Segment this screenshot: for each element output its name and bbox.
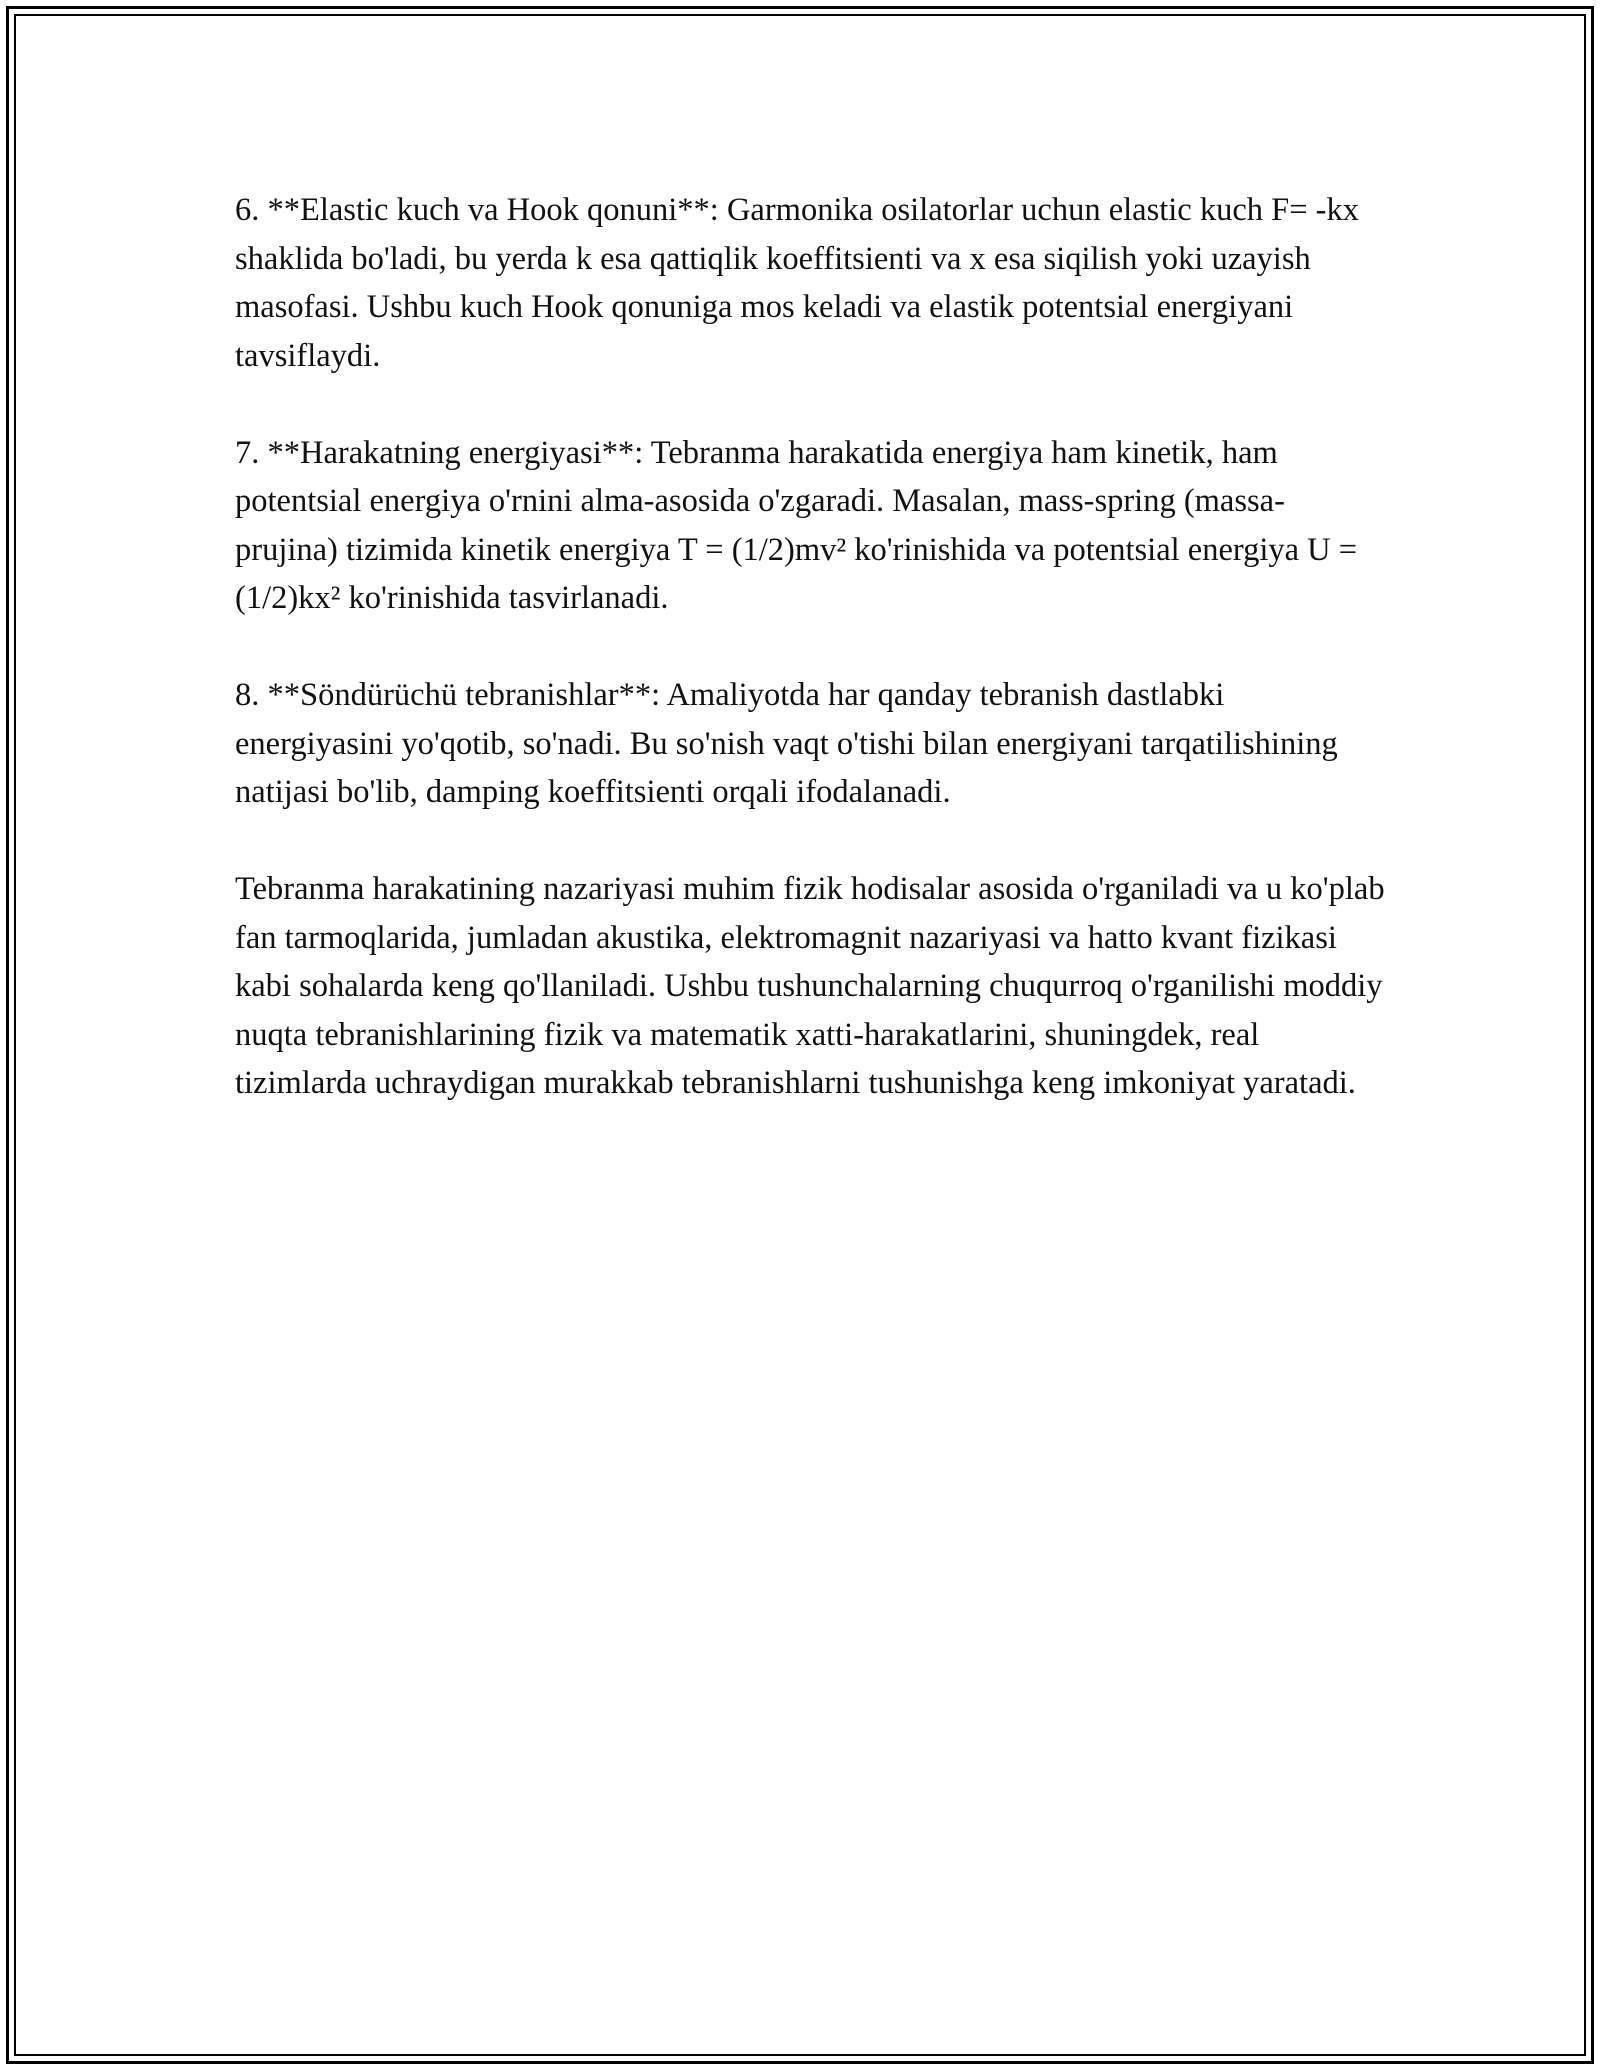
paragraph-elastic-force: 6. **Elastic kuch va Hook qonuni**: Garmonika osilatorlar uchun elastic kuch F= -kx shaklida bo'ladi, bu yerda k esa qattiqlik koeffitsienti va x esa siqilish yoki uzayish masofasi. Ushbu kuch Hook qonuniga mos keladi va elastik potentsial energiyani tavsiflaydi. <box>235 192 1359 374</box>
paragraph-damped-oscillations: 8. **Söndürüchü tebranishlar**: Amaliyotda har qanday tebranish dastlabki energiyasini yo'qotib, so'nadi. Bu so'nish vaqt o'tishi bilan energiyani tarqatilishining natijasi bo'lib, damping koeffitsienti orqali ifodalanadi. <box>235 677 1338 810</box>
paragraph-motion-energy: 7. **Harakatning energiyasi**: Tebranma harakatida energiya ham kinetik, ham potentsial energiya o'rnini alma-asosida o'zgaradi. Masalan, mass-spring (massa-prujina) tizimida kinetik energiya T = (1/2)mv² ko'rinishida va potentsial energiya U = (1/2)kx² ko'rinishida tasvirlanadi. <box>235 434 1358 616</box>
document-body <box>235 186 1385 1156</box>
paragraph-conclusion: Tebranma harakatining nazariyasi muhim fizik hodisalar asosida o'rganiladi va u ko'plab fan tarmoqlarida, jumladan akustika, elektromagnit nazariyasi va hatto kvant fizikasi kabi sohalarda keng qo'llaniladi. Ushbu tushunchalarning chuqurroq o'rganilishi moddiy nuqta tebranishlarining fizik va matematik xatti-harakatlarini, shuningdek, real tizimlarda uchraydigan murakkab tebranishlarni tushunishga keng imkoniyat yaratadi. <box>235 871 1385 1101</box>
